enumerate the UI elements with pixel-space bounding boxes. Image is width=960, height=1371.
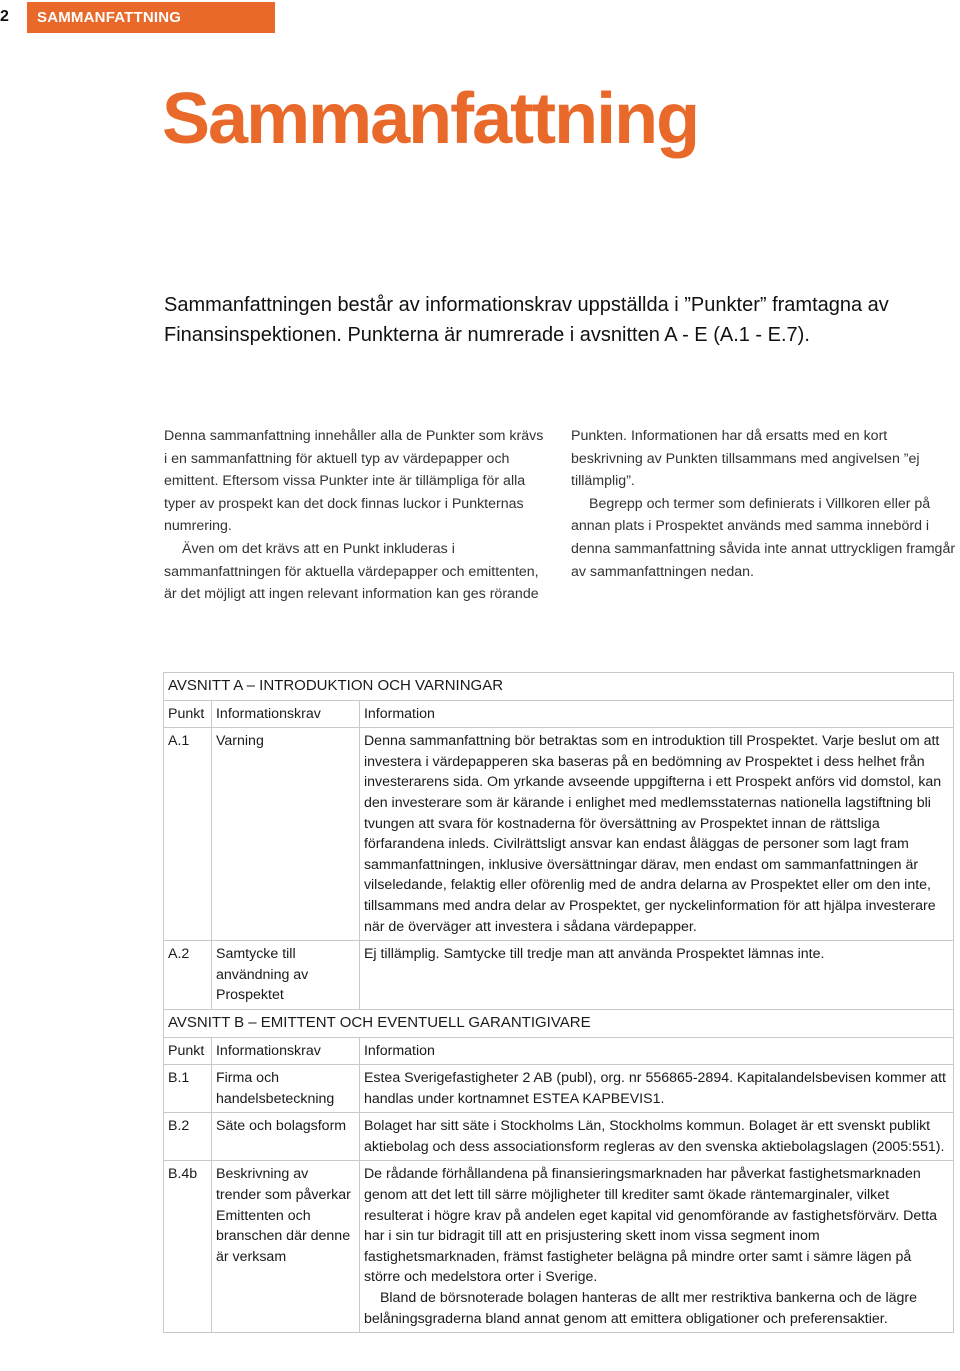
table-row [164,941,954,1010]
row-information-paragraph: Estea Sverigefastigheter 2 AB (publ), org. nr 556865-2894. Kapitalandelsbevisen kommer att handlas under kortnamnet ESTEA KAPBEVIS1. [363,1070,946,1107]
page-title: Sammanfattning [162,79,699,159]
intro-paragraph: Begrepp och termer som definierats i Villkoren eller på annan plats i Prospektet används med samma innebörd i denna sammanfattning såvida inte annat uttryckligen framgår av sammanfattningen nedan. [571,495,956,580]
row-punkt: A.1 [164,728,212,941]
summary-table [163,672,954,1333]
section-b-title: AVSNITT B – EMITTENT OCH EVENTUELL GARANTIGIVARE [164,1009,954,1037]
table-row [164,728,954,941]
header-information: Information [359,1037,953,1065]
row-informationskrav: Samtycke till användning av Prospektet [211,941,359,1010]
row-information-paragraph: Bolaget har sitt säte i Stockholms Län, Stockholms kommun. Bolaget är ett svenskt publikt aktiebolag och dess associationsform regleras av den svenska aktiebolagslagen (2005:551). [363,1118,945,1155]
row-punkt: B.2 [164,1113,212,1161]
row-informationskrav: Beskrivning av trender som påverkar Emittenten och branschen där denne är verksam [211,1161,359,1333]
row-informationskrav: Firma och handelsbeteckning [211,1065,359,1113]
row-information-paragraph: Ej tillämplig. Samtycke till tredje man att använda Prospektet lämnas inte. [363,946,825,963]
section-heading-row [164,673,954,701]
header-informationskrav: Informationskrav [211,700,359,728]
row-punkt: B.4b [164,1161,212,1333]
intro-paragraph: Punkten. Informationen har då ersatts med en kort beskrivning av Punkten tillsammans med angivelsen ”ej tillämplig”. [571,428,920,490]
page-number: 2 [0,8,9,25]
row-informationskrav: Varning [211,728,359,941]
row-information [359,941,953,1010]
row-information [359,1161,953,1333]
table-header-row [164,700,954,728]
section-heading-row [164,1009,954,1037]
intro-paragraph: Denna sammanfattning innehåller alla de Punkter som krävs i en sammanfattning för aktuell typ av värdepapper och emittent. Eftersom vissa Punkter inte är tillämpliga för alla typer av prospekt kan det dock finnas luckor i Punkternas numrering. [164,428,544,535]
row-punkt: A.2 [164,941,212,1010]
row-information-paragraph: De rådande förhållandena på finansieringsmarknaden har påverkat fastighetsmarknaden genom att det lett till särre möjligheter till krediter samt ökade räntemarginaler, vilket resulterat i högre krav på andelen eget kapital vid genomförande av fastighetsförvärv. Detta har i sin tur bidragit till att en prisjustering skett inom vissa segment inom fastighetsmarknaden, främst fastigheter belägna på mindre orter samt i sämre lägen på större och medelstora orter i Sverige. [363,1166,938,1286]
intro-paragraph: Även om det krävs att en Punkt inkluderas i sammanfattningen för aktuella värdepapper och emittenten, är det möjligt att ingen relevant information kan ges rörande [164,540,539,603]
row-information [359,1113,953,1161]
table-row [164,1065,954,1113]
table-header-row [164,1037,954,1065]
table-row [164,1161,954,1333]
intro-right-column [571,425,956,583]
intro-left-column [164,425,549,606]
row-information [359,728,953,941]
table-row [164,1113,954,1161]
row-information-paragraph: Denna sammanfattning bör betraktas som en introduktion till Prospektet. Varje beslut om att investera i värdepapperen ska baseras på en bedömning av Prospektet i dess helhet från investerarens sida. Om yrkande avseende uppgifterna i ett Prospekt anförs vid domstol, kan den investerare som är kärande i enlighet med medlemsstaternas nationella lagstiftning bli tvungen att svara för kostnaderna för översättning av Prospektet innan de rättsliga förfarandena inleds. Civilrättsligt ansvar kan endast åläggas de personer som lagt fram sammanfattningen, inklusive översättningar därav, men endast om sammanfattningen är vilseledande, felaktig eller oförenlig med de andra delarna av Prospektet eller om den inte, tillsammans med andra delar av Prospektet, ger nyckelinformation för att hjälpa investerare när de överväger att investera i sådana värdepapper. [363,733,942,935]
header-informationskrav: Informationskrav [211,1037,359,1065]
section-tab: SAMMANFATTNING [27,2,275,33]
header-punkt: Punkt [164,700,212,728]
row-information [359,1065,953,1113]
row-information-paragraph: Bland de börsnoterade bolagen hanteras de allt mer restriktiva bankerna och de lägre belåningsgraderna bland annat genom att emittera obligationer och preferensaktier. [363,1290,918,1327]
section-a-title: AVSNITT A – INTRODUKTION OCH VARNINGAR [164,673,954,701]
header-punkt: Punkt [164,1037,212,1065]
header-information: Information [359,700,953,728]
row-informationskrav: Säte och bolagsform [211,1113,359,1161]
row-punkt: B.1 [164,1065,212,1113]
lead-paragraph: Sammanfattningen består av informationskrav uppställda i ”Punkter” framtagna av Finansinspektionen. Punkterna är numrerade i avsnitten A - E (A.1 - E.7). [164,294,889,346]
